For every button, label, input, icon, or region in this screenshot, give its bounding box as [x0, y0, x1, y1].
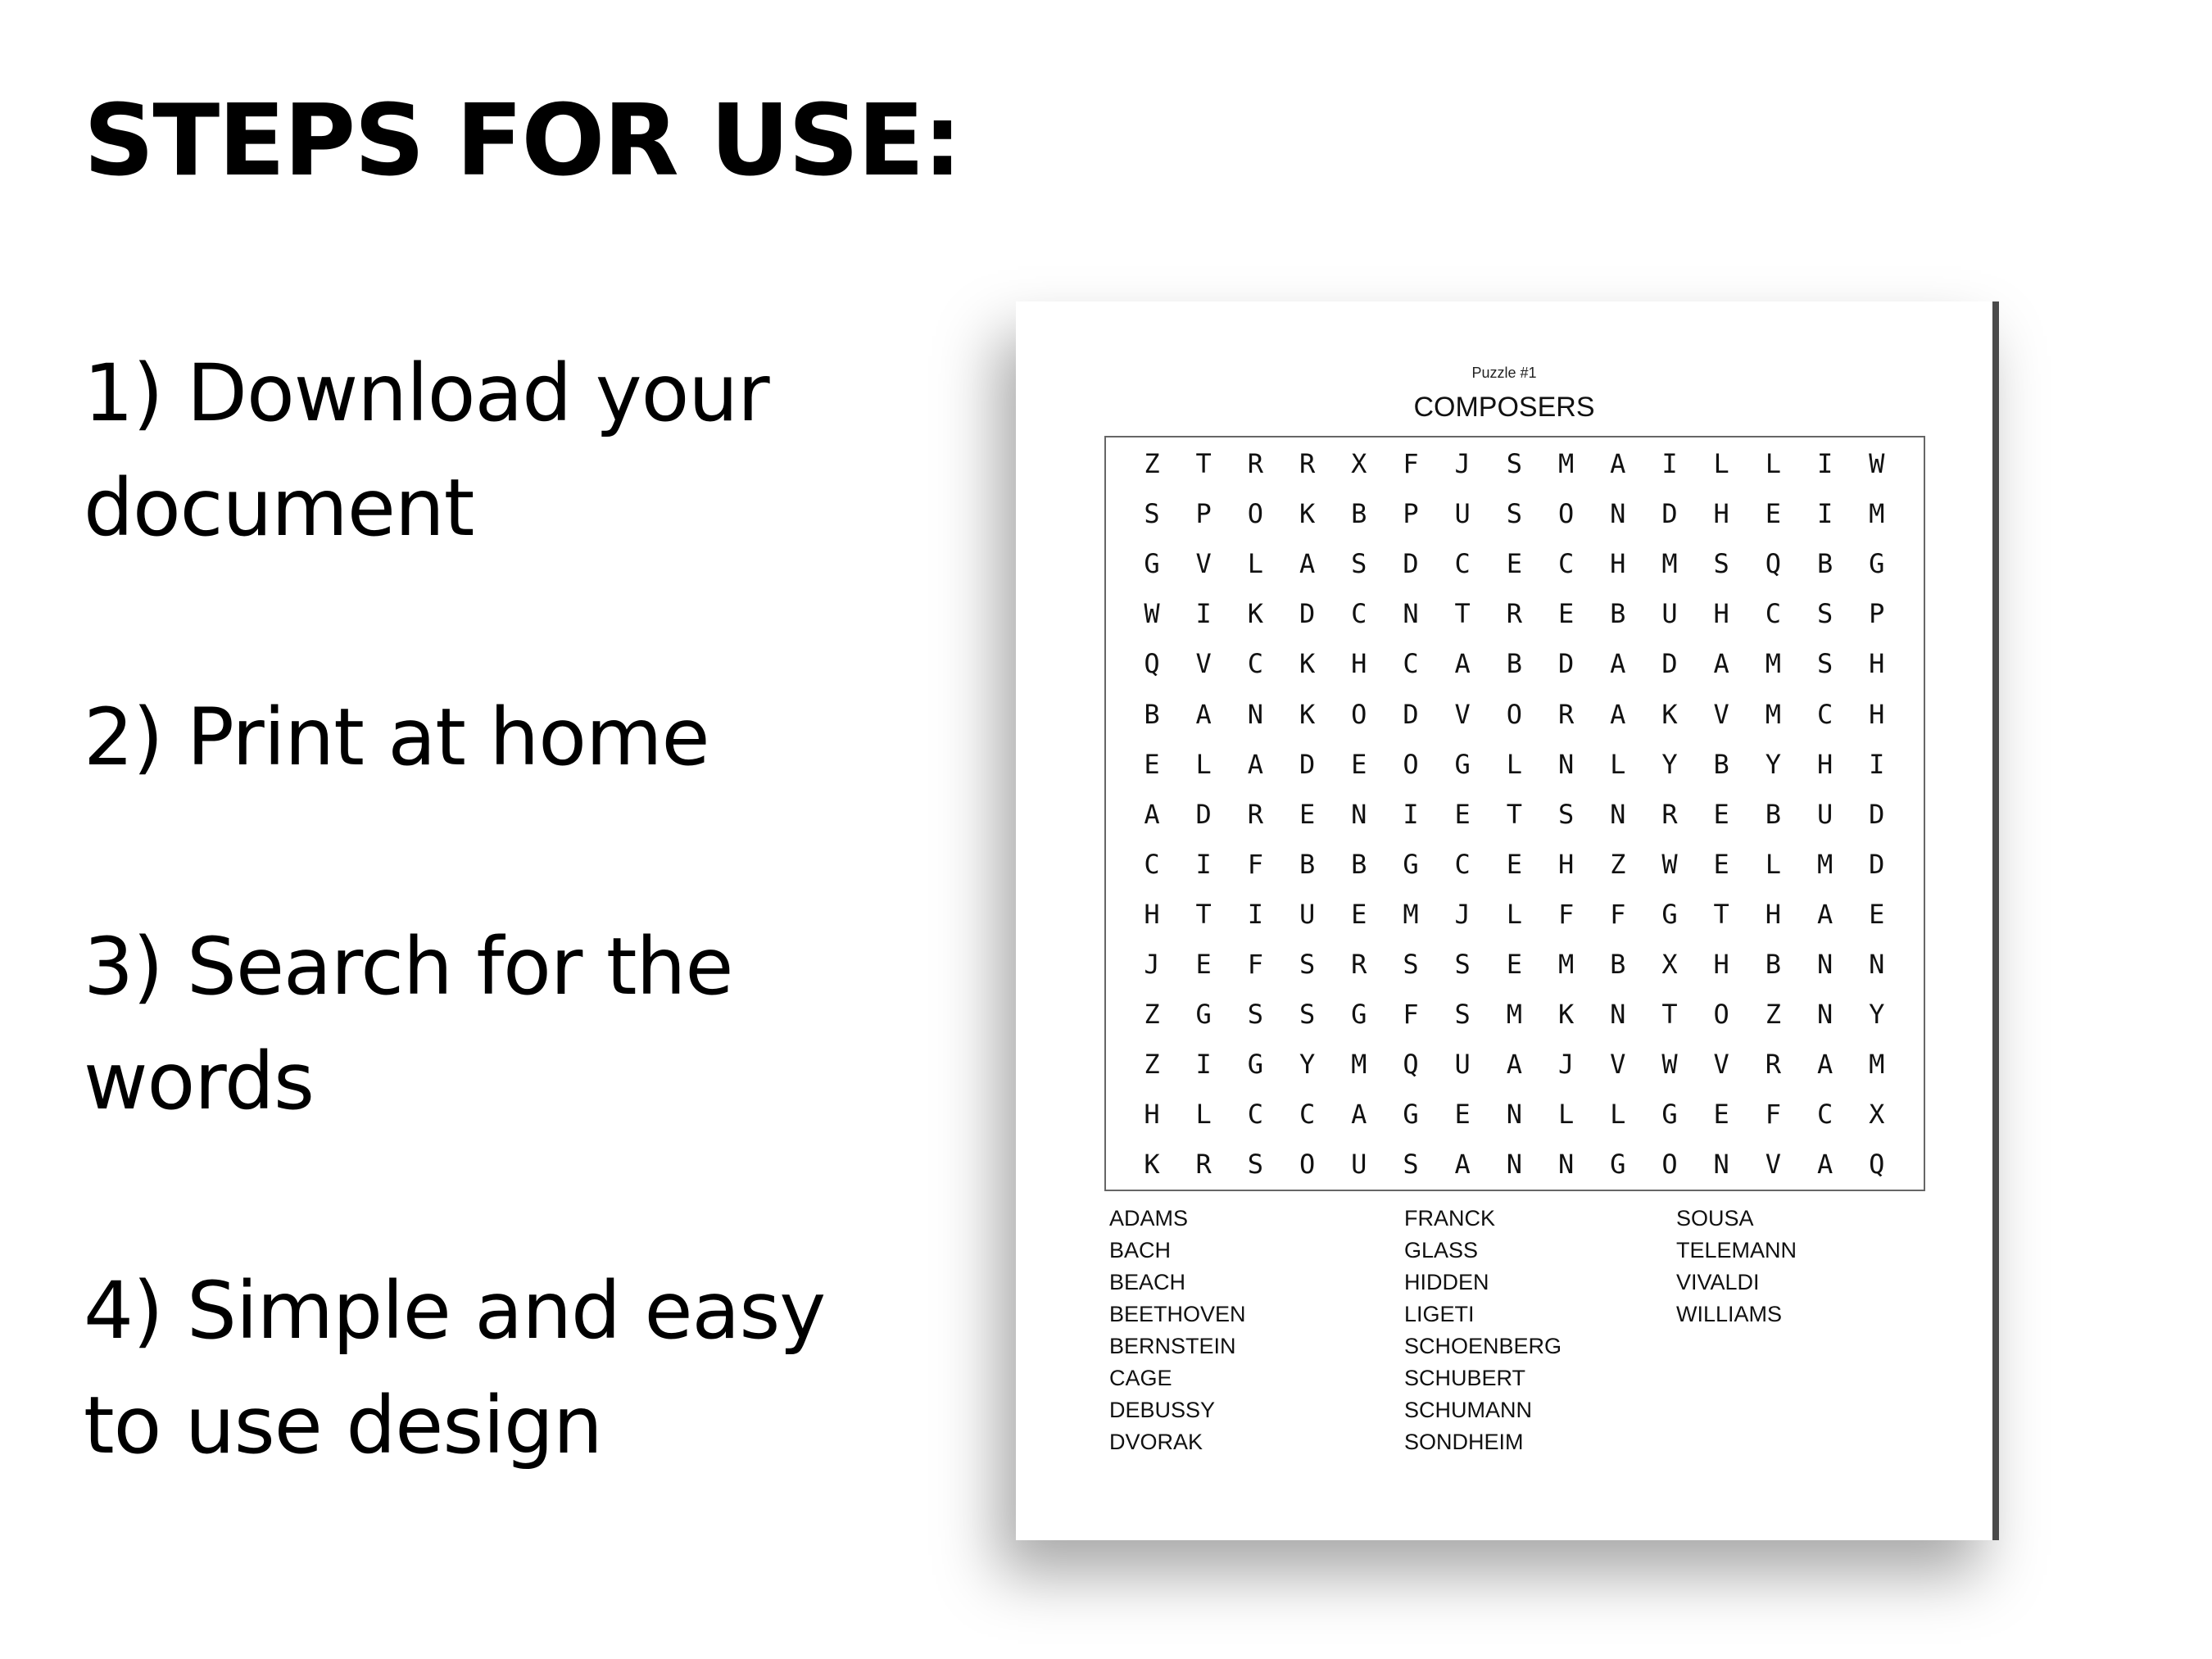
grid-cell: O: [1351, 698, 1367, 730]
grid-cell: G: [1247, 1049, 1264, 1081]
word-list-item: SONDHEIM: [1404, 1430, 1524, 1454]
grid-cell: G: [1610, 1149, 1626, 1181]
grid-cell: F: [1247, 848, 1264, 880]
grid-cell: M: [1765, 698, 1782, 730]
grid-cell: S: [1506, 448, 1523, 479]
grid-cell: I: [1195, 848, 1212, 880]
grid-cell: S: [1144, 498, 1160, 530]
grid-cell: V: [1195, 548, 1212, 580]
grid-cell: S: [1557, 798, 1575, 830]
grid-cell: B: [1351, 848, 1367, 880]
grid-cell: N: [1557, 748, 1575, 780]
word-list-item: BEACH: [1109, 1270, 1186, 1294]
grid-cell: X: [1661, 949, 1678, 980]
word-list-item: LIGETI: [1404, 1302, 1475, 1326]
grid-cell: K: [1557, 999, 1575, 1031]
grid-cell: H: [1816, 748, 1834, 780]
grid-cell: X: [1869, 1099, 1885, 1131]
grid-cell: L: [1506, 748, 1523, 780]
grid-cell: N: [1816, 999, 1834, 1031]
grid-cell: H: [1713, 598, 1729, 630]
grid-cell: I: [1661, 448, 1678, 479]
page-heading: STEPS FOR USE:: [84, 84, 961, 198]
grid-cell: H: [1713, 498, 1729, 530]
grid-cell: Z: [1765, 999, 1782, 1031]
grid-cell: T: [1195, 898, 1212, 930]
grid-cell: M: [1661, 548, 1678, 580]
word-list-item: SCHUBERT: [1404, 1366, 1526, 1390]
grid-cell: B: [1713, 748, 1729, 780]
grid-cell: F: [1610, 898, 1626, 930]
grid-cell: E: [1299, 798, 1316, 830]
grid-cell: U: [1661, 598, 1678, 630]
grid-cell: C: [1454, 848, 1471, 880]
grid-cell: O: [1557, 498, 1575, 530]
grid-cell: L: [1610, 748, 1626, 780]
grid-cell: D: [1403, 548, 1419, 580]
grid-cell: N: [1869, 949, 1885, 980]
grid-cell: G: [1144, 548, 1160, 580]
grid-cell: Q: [1403, 1049, 1419, 1081]
grid-cell: G: [1195, 999, 1212, 1031]
grid-cell: N: [1610, 999, 1626, 1031]
grid-cell: D: [1869, 798, 1885, 830]
grid-cell: C: [1299, 1099, 1316, 1131]
grid-cell: T: [1506, 798, 1523, 830]
grid-cell: R: [1557, 698, 1575, 730]
grid-cell: V: [1195, 648, 1212, 680]
grid-cell: A: [1816, 1049, 1834, 1081]
word-list-item: BEETHOVEN: [1109, 1302, 1246, 1326]
grid-cell: U: [1454, 1049, 1471, 1081]
grid-cell: V: [1610, 1049, 1626, 1081]
grid-cell: C: [1454, 548, 1471, 580]
word-list-item: SCHUMANN: [1404, 1398, 1533, 1422]
grid-cell: H: [1869, 648, 1885, 680]
grid-cell: Z: [1144, 999, 1160, 1031]
grid-cell: R: [1299, 448, 1316, 479]
grid-cell: N: [1506, 1149, 1523, 1181]
worksheet-preview: [1016, 301, 1999, 1540]
grid-cell: N: [1351, 798, 1367, 830]
grid-cell: L: [1506, 898, 1523, 930]
grid-cell: F: [1765, 1099, 1782, 1131]
grid-cell: K: [1247, 598, 1264, 630]
grid-cell: U: [1351, 1149, 1367, 1181]
word-list-item: WILLIAMS: [1676, 1302, 1783, 1326]
grid-cell: M: [1506, 999, 1523, 1031]
grid-cell: D: [1403, 698, 1419, 730]
grid-cell: A: [1713, 648, 1729, 680]
word-list-column-2: [1404, 1203, 1562, 1458]
grid-cell: M: [1816, 848, 1834, 880]
grid-cell: M: [1403, 898, 1419, 930]
grid-cell: C: [1403, 648, 1419, 680]
grid-cell: L: [1610, 1099, 1626, 1131]
grid-cell: G: [1403, 1099, 1419, 1131]
grid-cell: N: [1557, 1149, 1575, 1181]
grid-cell: D: [1557, 648, 1575, 680]
grid-cell: M: [1869, 498, 1885, 530]
grid-cell: E: [1506, 848, 1523, 880]
grid-cell: C: [1144, 848, 1160, 880]
grid-cell: S: [1506, 498, 1523, 530]
grid-cell: M: [1351, 1049, 1367, 1081]
grid-cell: H: [1557, 848, 1575, 880]
grid-cell: E: [1713, 848, 1729, 880]
grid-cell: M: [1557, 949, 1575, 980]
grid-cell: I: [1403, 798, 1419, 830]
grid-cell: N: [1247, 698, 1264, 730]
grid-cell: L: [1765, 848, 1782, 880]
grid-cell: D: [1299, 598, 1316, 630]
grid-cell: Z: [1144, 448, 1160, 479]
grid-cell: A: [1454, 1149, 1471, 1181]
grid-cell: R: [1195, 1149, 1212, 1181]
grid-cell: L: [1765, 448, 1782, 479]
grid-cell: B: [1144, 698, 1160, 730]
grid-cell: E: [1557, 598, 1575, 630]
grid-cell: L: [1557, 1099, 1575, 1131]
grid-cell: Y: [1765, 748, 1782, 780]
grid-cell: A: [1816, 898, 1834, 930]
grid-cell: Y: [1869, 999, 1885, 1031]
grid-cell: R: [1351, 949, 1367, 980]
grid-cell: H: [1144, 898, 1160, 930]
grid-cell: C: [1247, 648, 1264, 680]
grid-cell: Q: [1869, 1149, 1885, 1181]
grid-cell: E: [1506, 548, 1523, 580]
word-list-item: BERNSTEIN: [1109, 1334, 1236, 1358]
grid-cell: G: [1661, 898, 1678, 930]
letter-grid: [1104, 436, 1925, 1191]
grid-cell: A: [1195, 698, 1212, 730]
word-list-item: DVORAK: [1109, 1430, 1203, 1454]
grid-cell: H: [1869, 698, 1885, 730]
grid-cell: O: [1713, 999, 1729, 1031]
grid-cell: A: [1610, 648, 1626, 680]
grid-cell: S: [1403, 949, 1419, 980]
grid-cell: C: [1247, 1099, 1264, 1131]
grid-cell: H: [1713, 949, 1729, 980]
grid-cell: I: [1247, 898, 1264, 930]
grid-cell: G: [1454, 748, 1471, 780]
grid-cell: D: [1869, 848, 1885, 880]
puzzle-number: Puzzle #1: [1471, 365, 1537, 381]
grid-cell: D: [1299, 748, 1316, 780]
grid-cell: V: [1765, 1149, 1782, 1181]
grid-cell: I: [1816, 498, 1834, 530]
grid-cell: A: [1610, 698, 1626, 730]
step-2: 2) Print at home: [84, 691, 709, 783]
grid-cell: K: [1144, 1149, 1160, 1181]
step-1: 1) Download your document: [84, 347, 769, 554]
grid-cell: C: [1816, 1099, 1834, 1131]
grid-cell: V: [1713, 698, 1729, 730]
grid-cell: A: [1299, 548, 1316, 580]
grid-cell: B: [1765, 949, 1782, 980]
grid-cell: Q: [1765, 548, 1782, 580]
grid-cell: Y: [1661, 748, 1678, 780]
grid-cell: U: [1816, 798, 1834, 830]
grid-cell: S: [1713, 548, 1729, 580]
word-list-item: HIDDEN: [1404, 1270, 1489, 1294]
grid-cell: L: [1195, 1099, 1212, 1131]
grid-cell: Y: [1299, 1049, 1316, 1081]
grid-cell: B: [1610, 949, 1626, 980]
grid-cell: K: [1299, 698, 1316, 730]
grid-cell: D: [1661, 648, 1678, 680]
grid-cell: R: [1506, 598, 1523, 630]
grid-cell: W: [1661, 848, 1678, 880]
word-list-item: TELEMANN: [1676, 1238, 1797, 1262]
word-list-item: CAGE: [1109, 1366, 1172, 1390]
grid-cell: B: [1816, 548, 1834, 580]
grid-cell: N: [1403, 598, 1419, 630]
grid-cell: H: [1351, 648, 1367, 680]
grid-cell: K: [1299, 498, 1316, 530]
grid-cell: U: [1454, 498, 1471, 530]
grid-cell: C: [1557, 548, 1575, 580]
grid-cell: R: [1247, 798, 1264, 830]
grid-cell: O: [1506, 698, 1523, 730]
grid-cell: E: [1765, 498, 1782, 530]
grid-cell: U: [1299, 898, 1316, 930]
word-list-column-1: [1109, 1203, 1246, 1458]
grid-cell: I: [1869, 748, 1885, 780]
word-list-item: BACH: [1109, 1238, 1172, 1262]
grid-cell: F: [1403, 999, 1419, 1031]
grid-cell: G: [1869, 548, 1885, 580]
grid-cell: M: [1869, 1049, 1885, 1081]
grid-cell: T: [1713, 898, 1729, 930]
grid-cell: I: [1195, 598, 1212, 630]
grid-cell: O: [1403, 748, 1419, 780]
grid-cell: S: [1247, 1149, 1264, 1181]
word-list-item: ADAMS: [1109, 1206, 1189, 1231]
grid-cell: A: [1454, 648, 1471, 680]
grid-cell: B: [1299, 848, 1316, 880]
word-list-item: DEBUSSY: [1109, 1398, 1216, 1422]
grid-cell: W: [1661, 1049, 1678, 1081]
grid-cell: L: [1247, 548, 1264, 580]
grid-cell: T: [1195, 448, 1212, 479]
grid-cell: S: [1351, 548, 1367, 580]
grid-cell: E: [1454, 1099, 1471, 1131]
step-3: 3) Search for the words: [84, 921, 733, 1127]
grid-cell: J: [1144, 949, 1160, 980]
grid-cell: E: [1713, 1099, 1729, 1131]
grid-cell: I: [1195, 1049, 1212, 1081]
grid-cell: J: [1454, 448, 1471, 479]
grid-cell: O: [1299, 1149, 1316, 1181]
grid-cell: H: [1144, 1099, 1160, 1131]
grid-cell: G: [1403, 848, 1419, 880]
grid-cell: F: [1403, 448, 1419, 479]
grid-cell: S: [1816, 598, 1834, 630]
grid-cell: A: [1247, 748, 1264, 780]
grid-cell: A: [1610, 448, 1626, 479]
grid-cell: F: [1557, 898, 1575, 930]
grid-cell: R: [1247, 448, 1264, 479]
grid-cell: A: [1351, 1099, 1367, 1131]
grid-cell: S: [1247, 999, 1264, 1031]
grid-cell: G: [1661, 1099, 1678, 1131]
grid-cell: S: [1299, 999, 1316, 1031]
grid-cell: N: [1610, 798, 1626, 830]
grid-cell: V: [1454, 698, 1471, 730]
grid-cell: A: [1506, 1049, 1523, 1081]
grid-cell: E: [1195, 949, 1212, 980]
word-list-item: GLASS: [1404, 1238, 1479, 1262]
grid-cell: R: [1661, 798, 1678, 830]
grid-cell: Q: [1144, 648, 1160, 680]
grid-cell: O: [1661, 1149, 1678, 1181]
grid-cell: G: [1351, 999, 1367, 1031]
word-list-item: FRANCK: [1404, 1206, 1496, 1231]
grid-cell: E: [1351, 748, 1367, 780]
grid-cell: B: [1351, 498, 1367, 530]
grid-cell: W: [1144, 598, 1160, 630]
grid-cell: K: [1661, 698, 1678, 730]
grid-cell: S: [1454, 999, 1471, 1031]
grid-cell: M: [1765, 648, 1782, 680]
word-list-item: SCHOENBERG: [1404, 1334, 1562, 1358]
grid-cell: T: [1661, 999, 1678, 1031]
grid-cell: B: [1506, 648, 1523, 680]
grid-cell: T: [1454, 598, 1471, 630]
grid-cell: R: [1765, 1049, 1782, 1081]
grid-cell: J: [1557, 1049, 1575, 1081]
grid-cell: E: [1713, 798, 1729, 830]
grid-cell: W: [1869, 448, 1885, 479]
grid-cell: N: [1506, 1099, 1523, 1131]
grid-cell: A: [1816, 1149, 1834, 1181]
grid-cell: S: [1299, 949, 1316, 980]
steps-list: [84, 336, 903, 1483]
grid-cell: I: [1816, 448, 1834, 479]
grid-cell: H: [1610, 548, 1626, 580]
grid-cell: E: [1351, 898, 1367, 930]
puzzle-title: COMPOSERS: [1413, 392, 1595, 423]
grid-cell: H: [1765, 898, 1782, 930]
grid-cell: B: [1610, 598, 1626, 630]
grid-cell: M: [1557, 448, 1575, 479]
grid-cell: N: [1610, 498, 1626, 530]
grid-cell: E: [1144, 748, 1160, 780]
step-4: 4) Simple and easy to use design: [84, 1265, 826, 1471]
grid-cell: O: [1247, 498, 1264, 530]
word-list-column-3: [1676, 1203, 1797, 1330]
grid-cell: N: [1713, 1149, 1729, 1181]
grid-cell: C: [1765, 598, 1782, 630]
grid-cell: A: [1144, 798, 1160, 830]
grid-cell: P: [1869, 598, 1885, 630]
grid-cell: C: [1351, 598, 1367, 630]
grid-cell: E: [1506, 949, 1523, 980]
grid-cell: S: [1403, 1149, 1419, 1181]
grid-cell: S: [1454, 949, 1471, 980]
word-list-item: SOUSA: [1676, 1206, 1754, 1231]
grid-cell: E: [1454, 798, 1471, 830]
grid-cell: P: [1195, 498, 1212, 530]
grid-cell: B: [1765, 798, 1782, 830]
grid-cell: X: [1351, 448, 1367, 479]
grid-cell: S: [1816, 648, 1834, 680]
grid-cell: Z: [1610, 848, 1626, 880]
grid-cell: C: [1816, 698, 1834, 730]
grid-cell: N: [1816, 949, 1834, 980]
grid-cell: P: [1403, 498, 1419, 530]
word-list-item: VIVALDI: [1676, 1270, 1760, 1294]
grid-cell: D: [1195, 798, 1212, 830]
grid-cell: D: [1661, 498, 1678, 530]
grid-cell: E: [1869, 898, 1885, 930]
grid-cell: F: [1247, 949, 1264, 980]
grid-cell: L: [1713, 448, 1729, 479]
grid-cell: J: [1454, 898, 1471, 930]
grid-cell: V: [1713, 1049, 1729, 1081]
grid-cell: Z: [1144, 1049, 1160, 1081]
grid-cell: L: [1195, 748, 1212, 780]
grid-cell: K: [1299, 648, 1316, 680]
